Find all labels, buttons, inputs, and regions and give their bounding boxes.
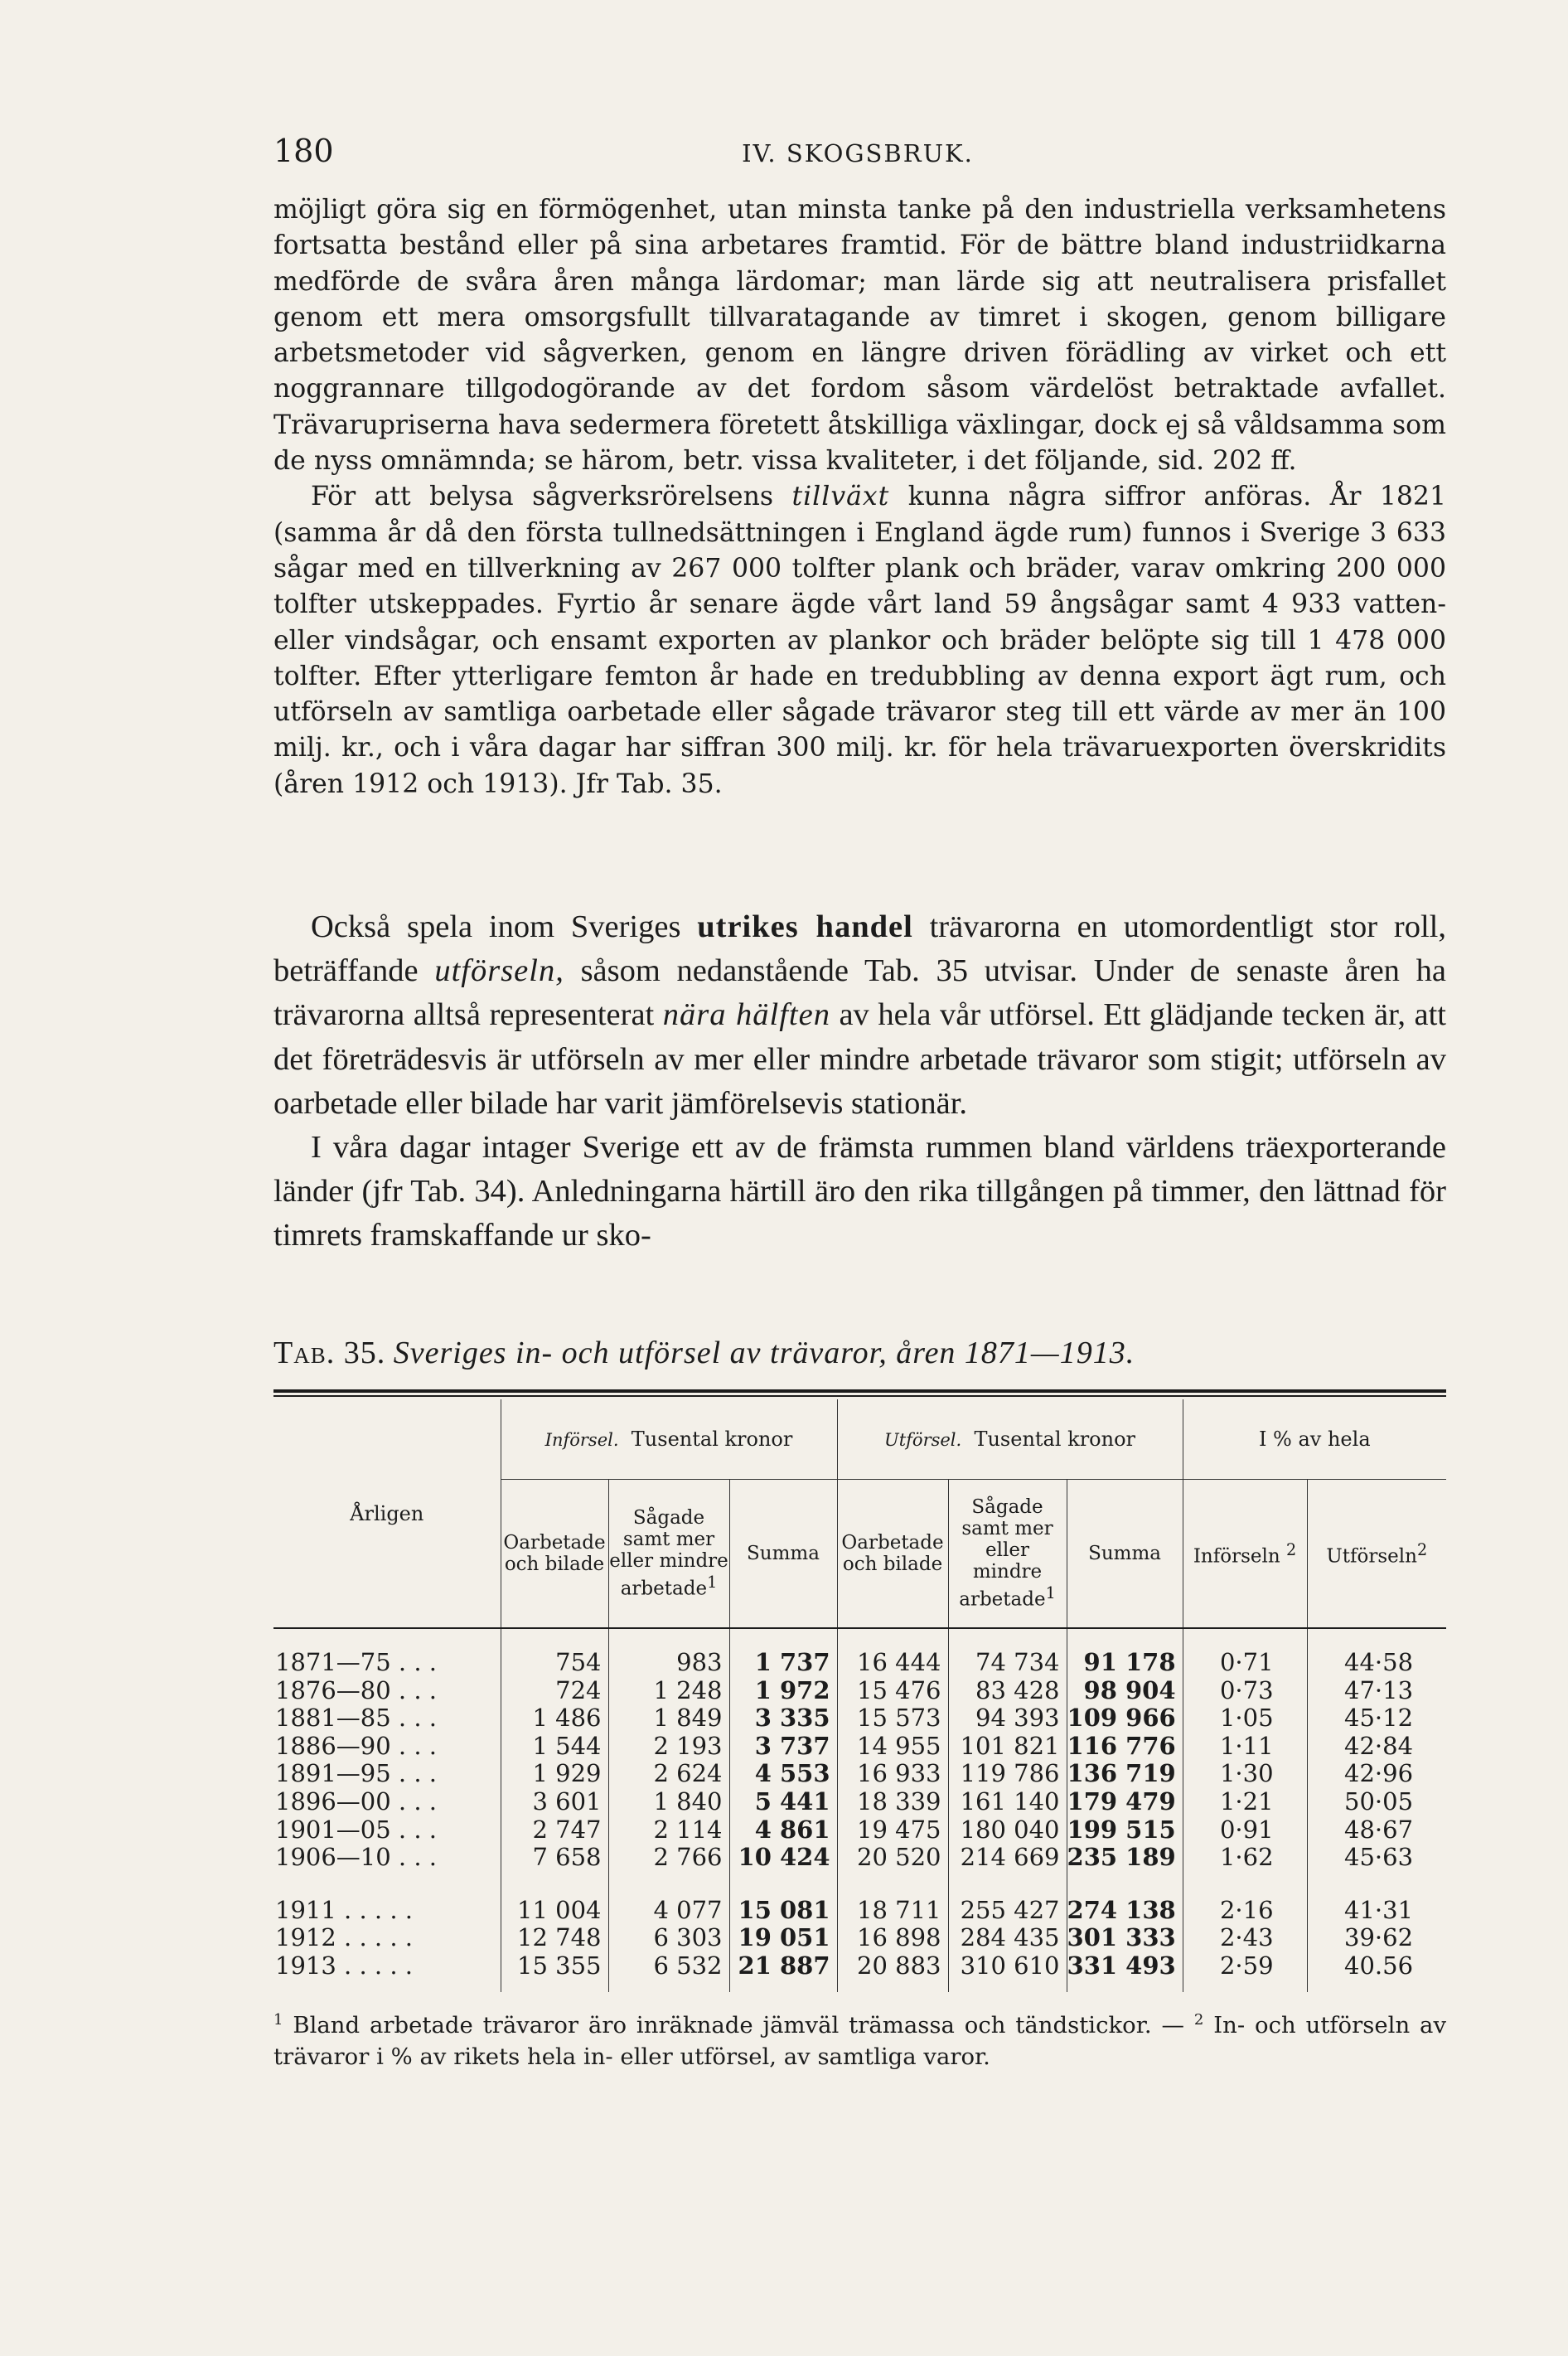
table-cell: 1·05: [1183, 1704, 1307, 1733]
table-cell: 180 040: [948, 1816, 1067, 1845]
table-cell: 40.56: [1307, 1952, 1446, 1992]
footnote-mark: 2: [1416, 1540, 1428, 1560]
table-cell: 2 114: [608, 1816, 729, 1845]
pct-label: I % av hela: [1258, 1428, 1371, 1451]
text-run: av hela vår utförsel. Ett glädjande tecken är, att det företrädesvis är utförseln av mer eller mindre arbetade trävaror som stigit; utförseln av oarbetade eller bilade har varit jämförelsevis stationär.: [273, 997, 1446, 1121]
paragraph: [273, 479, 1446, 802]
page-header: [273, 133, 1442, 174]
table-cell: 116 776: [1067, 1733, 1183, 1761]
export-group-header: [837, 1399, 1183, 1480]
table-cell: 21 887: [729, 1952, 837, 1992]
table-cell: 6 532: [608, 1952, 729, 1992]
table-label: Tab. 35.: [273, 1336, 386, 1370]
table-cell: 161 140: [948, 1788, 1067, 1816]
emphasis: nära hälften: [662, 997, 830, 1033]
table-cell: 98 904: [1067, 1677, 1183, 1705]
table-cell: 199 515: [1067, 1816, 1183, 1845]
table-row: [273, 1788, 1446, 1816]
table-cell: 6 303: [608, 1924, 729, 1952]
table-cell: 1 248: [608, 1677, 729, 1705]
row-label: 1886—90 . . .: [275, 1731, 438, 1760]
row-gap: [273, 1872, 1446, 1897]
footnote-mark: 2: [1193, 2011, 1204, 2029]
paragraph: [273, 905, 1446, 1126]
footnote-mark: 1: [1045, 1583, 1056, 1603]
row-label: 1911 . . . . .: [275, 1895, 413, 1924]
small-print-section: [273, 192, 1446, 802]
footnotes: [273, 2005, 1446, 2072]
table-cell: 94 393: [948, 1704, 1067, 1733]
table-cell: 301 333: [1067, 1924, 1183, 1952]
table-cell: 3 737: [729, 1733, 837, 1761]
import-label: Införsel.: [544, 1429, 619, 1450]
table-row: [273, 1897, 1446, 1925]
table-cell: 119 786: [948, 1760, 1067, 1788]
col-import-worked: [608, 1480, 729, 1629]
table-cell: 0·91: [1183, 1816, 1307, 1845]
footnote-mark: 1: [273, 2011, 283, 2029]
text-run: Också spela inom Sveriges: [311, 909, 698, 944]
table-row: [273, 1924, 1446, 1952]
table-cell: 39·62: [1307, 1924, 1446, 1952]
row-label: 1912 . . . . .: [275, 1923, 413, 1952]
table-body: [273, 1629, 1446, 1992]
table-cell: 1·62: [1183, 1844, 1307, 1872]
row-label: 1876—80 . . .: [275, 1675, 438, 1704]
table-cell: 1·11: [1183, 1733, 1307, 1761]
col-pct-export: [1307, 1480, 1446, 1629]
text-run: såsom nedanstående Tab. 35 utvisar. Under de senaste åren ha trävarorna alltså representerat: [273, 953, 1446, 1033]
row-label: 1913 . . . . .: [275, 1951, 413, 1980]
row-header: Årligen: [350, 1501, 424, 1525]
table-cell: 45·63: [1307, 1844, 1446, 1872]
data-table: [273, 1399, 1446, 1992]
table-cell: 1 544: [501, 1733, 608, 1761]
table-cell: 45·12: [1307, 1704, 1446, 1733]
table-row: [273, 1677, 1446, 1705]
table-cell: 1 737: [729, 1629, 837, 1677]
table-row: [273, 1733, 1446, 1761]
text-run: trävarorna en utomordentligt stor roll, beträffande: [273, 909, 1446, 989]
table-cell: 10 424: [729, 1844, 837, 1872]
col-export-worked: [948, 1480, 1067, 1629]
table-cell: 42·96: [1307, 1760, 1446, 1788]
table-cell: 0·73: [1183, 1677, 1307, 1705]
import-group-header: [501, 1399, 837, 1480]
col-export-unworked: Oarbetade och bilade: [837, 1480, 948, 1629]
table-cell: 2·43: [1183, 1924, 1307, 1952]
table-cell: 50·05: [1307, 1788, 1446, 1816]
table-cell: 724: [501, 1677, 608, 1705]
col-label: Införseln: [1193, 1545, 1280, 1568]
table-cell: 1·21: [1183, 1788, 1307, 1816]
table-cell: 19 475: [837, 1816, 948, 1845]
table-cell: 15 355: [501, 1952, 608, 1992]
table-cell: 4 553: [729, 1760, 837, 1788]
table-cell: 18 339: [837, 1788, 948, 1816]
col-pct-import: [1183, 1480, 1307, 1629]
table-cell: 2 766: [608, 1844, 729, 1872]
table-group-header: [273, 1399, 1446, 1480]
table-cell: 14 955: [837, 1733, 948, 1761]
table-cell: 47·13: [1307, 1677, 1446, 1705]
table-cell: 1 849: [608, 1704, 729, 1733]
table-cell: 1 486: [501, 1704, 608, 1733]
table-cell: 274 138: [1067, 1897, 1183, 1925]
table-cell: 44·58: [1307, 1629, 1446, 1677]
footnote-2: In- och utförseln av trävaror i % av rikets hela in- eller utförsel, av samtliga varor.: [273, 2012, 1446, 2071]
table-cell: 1 840: [608, 1788, 729, 1816]
table-cell: 2 747: [501, 1816, 608, 1845]
table-cell: 91 178: [1067, 1629, 1183, 1677]
table-cell: 83 428: [948, 1677, 1067, 1705]
table-cell: 2·16: [1183, 1897, 1307, 1925]
text-run: kunna några siffror anföras. År 1821 (samma år då den första tullnedsättningen i England ägde rum) funnos i Sverige 3 633 sågar med en tillverkning av 267 000 tolfter plank och bräder, varav omkring 200 000 tolfter utskeppades. Fyrtio år senare ägde vårt land 59 ångsågar samt 4 933 vatten- eller vindsågar, och ensamt exporten av plankor och bräder belöpte sig till 1 478 000 tolfter. Efter ytterligare femton år hade en tredubbling av denna export ägt rum, och utförseln av samtliga oarbetade eller sågade trävaror steg till ett värde av mer än 100 milj. kr., och i våra dagar har siffran 300 milj. kr. för hela trävaruexporten överskridits (åren 1912 och 1913). Jfr Tab. 35.: [273, 482, 1446, 799]
table-cell: 136 719: [1067, 1760, 1183, 1788]
table-cell: 3 335: [729, 1704, 837, 1733]
row-label: 1881—85 . . .: [275, 1704, 438, 1733]
col-import-unworked: Oarbetade och bilade: [501, 1480, 608, 1629]
table-title: Sveriges in- och utförsel av trävaror, åren 1871—1913.: [393, 1336, 1135, 1370]
footnote-mark: 1: [707, 1573, 718, 1592]
table-cell: 214 669: [948, 1844, 1067, 1872]
table-cell: 3 601: [501, 1788, 608, 1816]
paragraph: I våra dagar intager Sverige ett av de främsta rummen bland världens träexporterande länder (jfr Tab. 34). Anledningarna härtill äro den rika tillgången på timmer, den lättnad för timrets framskaffande ur sko-: [273, 1130, 1446, 1253]
table-cell: 284 435: [948, 1924, 1067, 1952]
table-cell: 16 933: [837, 1760, 948, 1788]
table-row: [273, 1704, 1446, 1733]
table-cell: 1 929: [501, 1760, 608, 1788]
table-cell: 15 573: [837, 1704, 948, 1733]
table-cell: 4 861: [729, 1816, 837, 1845]
row-label: 1896—00 . . .: [275, 1786, 438, 1815]
row-header-cell: [273, 1399, 501, 1628]
pct-group-header: [1183, 1399, 1446, 1480]
table-cell: 310 610: [948, 1952, 1067, 1992]
table-cell: 1 972: [729, 1677, 837, 1705]
table-row: [273, 1952, 1446, 1992]
table-cell: 983: [608, 1629, 729, 1677]
table-cell: 42·84: [1307, 1733, 1446, 1761]
table-row: [273, 1844, 1446, 1872]
table-cell: 20 883: [837, 1952, 948, 1992]
table-cell: 16 898: [837, 1924, 948, 1952]
row-label: 1901—05 . . .: [275, 1815, 438, 1844]
paragraph: möjligt göra sig en förmögenhet, utan minsta tanke på den industriella verksamhetens fortsatta bestånd eller på sina arbetares framtid. För de bättre bland industriidkarna medförde de svåra åren många lärdomar; man lärde sig att neutralisera prisfallet genom ett mera omsorgsfullt tillvaratagande av timret i skogen, genom billigare arbetsmetoder vid sågverken, genom en längre driven förädling av virket och ett noggrannare tillgodogörande av det fordom såsom värdelöst betraktade avfallet. Trävarupriserna hava sedermera företett åtskilliga växlingar, dock ej så våldsamma som de nyss omnämnda; se härom, betr. vissa kvaliteter, i det följande, sid. 202 ff.: [273, 195, 1446, 477]
table-cell: 15 476: [837, 1677, 948, 1705]
col-export-sum: Summa: [1067, 1480, 1183, 1629]
table-cell: 5 441: [729, 1788, 837, 1816]
import-unit: Tusental kronor: [631, 1427, 793, 1451]
table-cell: 19 051: [729, 1924, 837, 1952]
table-cell: 20 520: [837, 1844, 948, 1872]
table-row: [273, 1629, 1446, 1677]
col-label: Sågade samt mer eller mindre arbetade: [959, 1496, 1053, 1611]
table-top-rule: [273, 1389, 1446, 1393]
table-cell: 4 077: [608, 1897, 729, 1925]
table-cell: 0·71: [1183, 1629, 1307, 1677]
table-cell: 12 748: [501, 1924, 608, 1952]
running-head: IV. SKOGSBRUK.: [742, 139, 974, 167]
table-cell: 18 711: [837, 1897, 948, 1925]
table-cell: 255 427: [948, 1897, 1067, 1925]
table-cell: 15 081: [729, 1897, 837, 1925]
table-cell: 101 821: [948, 1733, 1067, 1761]
emphasis: utförseln,: [434, 953, 564, 989]
emphasis: tillväxt: [791, 482, 890, 512]
col-label: Utförseln: [1326, 1545, 1417, 1568]
row-label: 1891—95 . . .: [275, 1759, 438, 1788]
table-caption: [273, 1335, 1442, 1371]
table-cell: 235 189: [1067, 1844, 1183, 1872]
table-cell: 11 004: [501, 1897, 608, 1925]
body-text-section: [273, 905, 1446, 1258]
bold-term: utrikes handel: [697, 909, 913, 944]
table-cell: 754: [501, 1629, 608, 1677]
table-row: [273, 1760, 1446, 1788]
table-top-rule-thin: [273, 1395, 1446, 1397]
table-cell: 2·59: [1183, 1952, 1307, 1992]
col-import-sum: Summa: [729, 1480, 837, 1629]
table-cell: 7 658: [501, 1844, 608, 1872]
footnote-1: Bland arbetade trävaror äro inräknade jämväl trämassa och tändstickor. —: [283, 2012, 1194, 2039]
footnote-mark: 2: [1286, 1540, 1297, 1560]
page-number: 180: [273, 133, 334, 169]
table-cell: 109 966: [1067, 1704, 1183, 1733]
table-cell: 41·31: [1307, 1897, 1446, 1925]
table-row: [273, 1816, 1446, 1845]
text-run: För att belysa sågverksrörelsens: [311, 482, 792, 512]
table-cell: 331 493: [1067, 1952, 1183, 1992]
table-cell: 48·67: [1307, 1816, 1446, 1845]
table-cell: 2 624: [608, 1760, 729, 1788]
table-cell: 2 193: [608, 1733, 729, 1761]
table-cell: 74 734: [948, 1629, 1067, 1677]
col-label: Sågade samt mer eller mindre arbetade: [609, 1507, 728, 1600]
export-unit: Tusental kronor: [974, 1427, 1136, 1451]
table-cell: 1·30: [1183, 1760, 1307, 1788]
table-cell: 16 444: [837, 1629, 948, 1677]
row-label: 1871—75 . . .: [275, 1648, 438, 1676]
export-label: Utförsel.: [884, 1429, 962, 1450]
row-label: 1906—10 . . .: [275, 1843, 438, 1872]
table-cell: 179 479: [1067, 1788, 1183, 1816]
